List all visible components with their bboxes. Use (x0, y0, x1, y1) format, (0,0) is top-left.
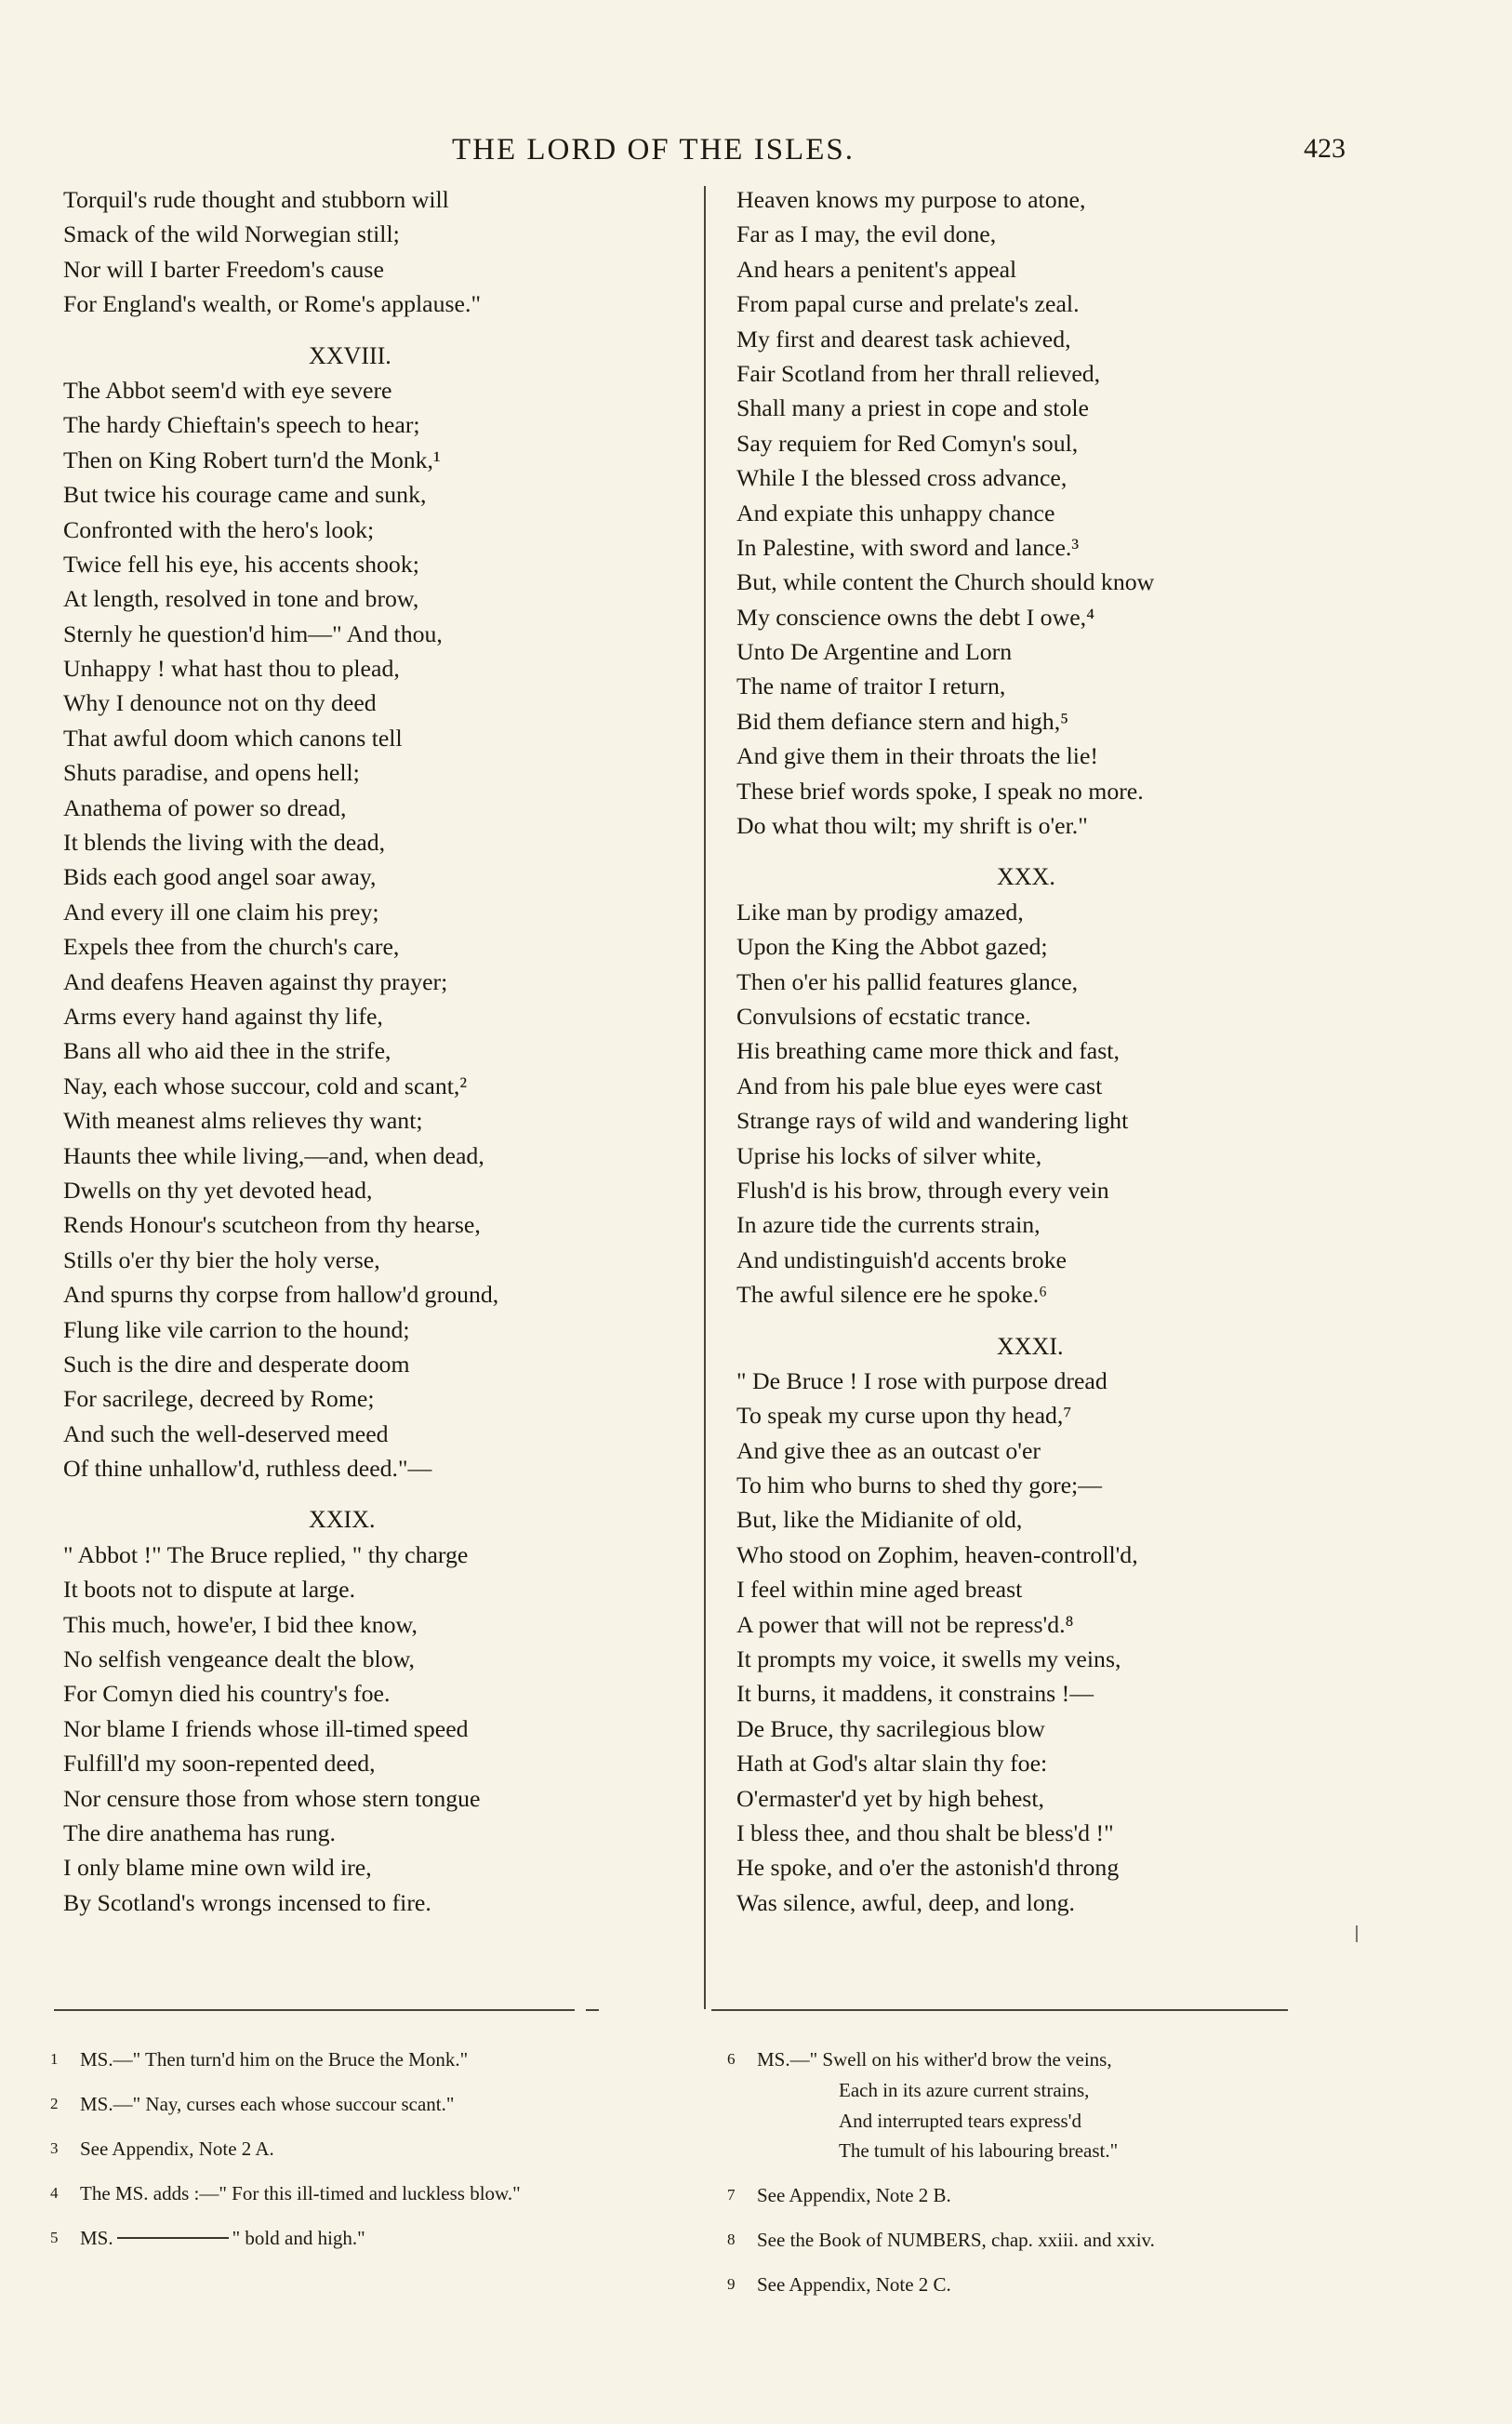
verse-line: And expiate this unhappy chance (736, 499, 1055, 526)
verse-line: Upon the King the Abbot gazed; (736, 933, 1048, 961)
footnote-number: 9 (727, 2274, 736, 2293)
footnote (50, 2178, 701, 2209)
footnote-rule-right (711, 2009, 1288, 2011)
verse-line: Heaven knows my purpose to atone, (736, 186, 1086, 213)
verse-line: My first and dearest task achieved, (736, 325, 1071, 353)
verse-line: Stills o'er thy bier the holy verse, (63, 1245, 380, 1273)
stanza-xxxi (736, 1364, 1406, 1920)
verse-line: Nor censure those from whose stern tongue (63, 1784, 481, 1812)
verse-line: For Comyn died his country's foe. (63, 1680, 391, 1708)
verse-line: And deafens Heaven against thy prayer; (63, 967, 448, 995)
footnote-number: 5 (50, 2229, 59, 2246)
verse-line: And from his pale blue eyes were cast (736, 1072, 1103, 1099)
verse-line: And spurns thy corpse from hallow'd ground, (63, 1281, 499, 1309)
verse-line: Say requiem for Red Comyn's soul, (736, 429, 1079, 457)
verse-line: The name of traitor I return, (736, 673, 1006, 700)
verse-line: He spoke, and o'er the astonish'd throng (736, 1854, 1120, 1882)
verse-line: De Bruce, thy sacrilegious blow (736, 1714, 1045, 1742)
footnote-rule-left (54, 2009, 575, 2011)
footnote (50, 2133, 701, 2164)
stanza-xxix (63, 1538, 686, 1920)
verse-line: And such the well-deserved meed (63, 1419, 389, 1447)
footnote (727, 2179, 1434, 2211)
verse-line: I feel within mine aged breast (736, 1576, 1023, 1604)
footnote-continuation: The tumult of his labouring breast." (839, 2139, 1119, 2162)
verse-line: This much, howe'er, I bid thee know, (63, 1610, 418, 1638)
footnote-text: " bold and high." (232, 2227, 365, 2249)
verse-line: Hath at God's altar slain thy foe: (736, 1750, 1048, 1778)
verse-line: It burns, it maddens, it constrains !— (736, 1680, 1094, 1708)
verse-line: Unto De Argentine and Lorn (736, 638, 1013, 666)
verse-line: Do what thou wilt; my shrift is o'er." (736, 812, 1088, 840)
verse-line: Anathema of power so dread, (63, 793, 347, 821)
verse-line: I bless thee, and thou shalt be bless'd !" (736, 1818, 1114, 1846)
left-column (63, 182, 686, 1920)
verse-line: With meanest alms relieves thy want; (63, 1107, 423, 1135)
stanza-heading-xxxi: XXXI. (997, 1332, 1064, 1360)
verse-line: Smack of the wild Norwegian still; (63, 220, 400, 248)
stanza-heading-xxix: XXIX. (309, 1506, 376, 1534)
footnote-number: 8 (727, 2230, 736, 2248)
verse-line: And hears a penitent's appeal (736, 255, 1017, 283)
verse-line: A power that will not be repress'd.⁸ (736, 1610, 1074, 1638)
verse-line: From papal curse and prelate's zeal. (736, 290, 1080, 318)
verse-line: For England's wealth, or Rome's applause." (63, 290, 481, 318)
footnote-continuation: Each in its azure current strains, (839, 2079, 1090, 2101)
verse-line: Shuts paradise, and opens hell; (63, 759, 360, 787)
verse-line: At length, resolved in tone and brow, (63, 585, 419, 613)
right-column (736, 182, 1406, 1920)
footnote (50, 2088, 701, 2120)
footnote-rule-left-end (586, 2009, 599, 2011)
footnote-number: 6 (727, 2050, 736, 2068)
verse-line: Convulsions of ecstatic trance. (736, 1002, 1031, 1030)
verse-line: Fulfill'd my soon-repented deed, (63, 1750, 376, 1778)
footnote-prefix: MS. (80, 2227, 113, 2249)
verse-line: I only blame mine own wild ire, (63, 1854, 372, 1882)
verse-line: Like man by prodigy amazed, (736, 898, 1024, 926)
margin-mark (1356, 1925, 1358, 1942)
footnote-text: MS.—" Then turn'd him on the Bruce the Monk." (80, 2048, 469, 2071)
verse-line: Strange rays of wild and wandering light (736, 1107, 1129, 1135)
footnote-number: 4 (50, 2184, 59, 2202)
verse-line: While I the blessed cross advance, (736, 464, 1068, 492)
verse-line: Then on King Robert turn'd the Monk,¹ (63, 446, 441, 473)
verse-line: Far as I may, the evil done, (736, 220, 997, 248)
verse-line: Bans all who aid thee in the strife, (63, 1037, 391, 1065)
verse-line: Bids each good angel soar away, (63, 863, 377, 891)
verse-line: Nor will I barter Freedom's cause (63, 255, 384, 283)
verse-line: Fair Scotland from her thrall relieved, (736, 359, 1101, 387)
verse-line: And undistinguish'd accents broke (736, 1245, 1067, 1273)
verse-line: Uprise his locks of silver white, (736, 1141, 1042, 1169)
verse-line: It boots not to dispute at large. (63, 1576, 356, 1604)
verse-line: Flush'd is his brow, through every vein (736, 1176, 1109, 1204)
verse-line: Sternly he question'd him—" And thou, (63, 619, 443, 647)
footnote-number: 2 (50, 2095, 59, 2112)
footnote-text: See Appendix, Note 2 B. (757, 2183, 951, 2206)
footnote (727, 2044, 1434, 2075)
verse-line: Who stood on Zophim, heaven-controll'd, (736, 1540, 1138, 1568)
stanza-heading-xxx: XXX. (997, 863, 1055, 891)
verse-line: Torquil's rude thought and stubborn will (63, 186, 449, 213)
verse-line: The awful silence ere he spoke.⁶ (736, 1281, 1048, 1309)
left-opening-lines (63, 182, 686, 322)
footnote-number: 7 (727, 2185, 736, 2204)
verse-line: To speak my curse upon thy head,⁷ (736, 1402, 1072, 1430)
verse-line: Shall many a priest in cope and stole (736, 394, 1089, 422)
footnote (727, 2269, 1434, 2300)
verse-line: Arms every hand against thy life, (63, 1002, 383, 1030)
footnote-dash (117, 2237, 229, 2239)
verse-line: And every ill one claim his prey; (63, 898, 379, 926)
stanza-xxviii (63, 373, 686, 1486)
verse-line: Bid them defiance stern and high,⁵ (736, 707, 1069, 735)
verse-line: Of thine unhallow'd, ruthless deed."— (63, 1455, 432, 1483)
page-number: 423 (1304, 133, 1346, 164)
verse-line: In Palestine, with sword and lance.³ (736, 533, 1080, 561)
verse-line: But twice his courage came and sunk, (63, 481, 427, 509)
verse-line: But, like the Midianite of old, (736, 1506, 1023, 1534)
verse-line: In azure tide the currents strain, (736, 1211, 1041, 1239)
verse-line: Unhappy ! what hast thou to plead, (63, 655, 400, 683)
verse-line: Twice fell his eye, his accents shook; (63, 550, 419, 578)
verse-line: O'ermaster'd yet by high behest, (736, 1784, 1044, 1812)
verse-line: Was silence, awful, deep, and long. (736, 1888, 1075, 1916)
footnote-text: MS.—" Swell on his wither'd brow the veins, (757, 2048, 1112, 2071)
verse-line: It prompts my voice, it swells my veins, (736, 1645, 1121, 1673)
footnote-text: The MS. adds :—" For this ill-timed and luckless blow." (80, 2182, 521, 2204)
verse-line: Rends Honour's scutcheon from thy hearse, (63, 1211, 481, 1239)
footnote-text: See Appendix, Note 2 C. (757, 2272, 951, 2296)
verse-line: Such is the dire and desperate doom (63, 1350, 410, 1378)
stanza-xxx (736, 895, 1406, 1312)
footnote (727, 2224, 1434, 2256)
verse-line: That awful doom which canons tell (63, 724, 403, 752)
footnotes-left (50, 2044, 701, 2267)
verse-line: My conscience owns the debt I owe,⁴ (736, 603, 1095, 631)
verse-line: Why I denounce not on thy deed (63, 689, 377, 717)
footnote-number: 1 (50, 2050, 59, 2068)
footnote-text: MS.—" Nay, curses each whose succour scant." (80, 2093, 455, 2115)
footnote (50, 2044, 701, 2075)
running-head (0, 133, 1512, 170)
verse-line: To him who burns to shed thy gore;— (736, 1472, 1102, 1499)
verse-line: By Scotland's wrongs incensed to fire. (63, 1888, 431, 1916)
footnote-number: 3 (50, 2139, 59, 2157)
verse-line: Nay, each whose succour, cold and scant,² (63, 1072, 468, 1099)
verse-line: It blends the living with the dead, (63, 829, 386, 857)
footnotes-right (727, 2044, 1434, 2313)
right-opening-lines (736, 182, 1406, 843)
verse-line: But, while content the Church should know (736, 568, 1155, 596)
verse-line: The dire anathema has rung. (63, 1818, 336, 1846)
verse-line: The Abbot seem'd with eye severe (63, 376, 392, 404)
verse-line: The hardy Chieftain's speech to hear; (63, 411, 420, 439)
footnote-text: See the Book of NUMBERS, chap. xxiii. and xxiv. (757, 2228, 1155, 2251)
verse-line: Confronted with the hero's look; (63, 515, 375, 543)
verse-line: No selfish vengeance dealt the blow, (63, 1645, 415, 1673)
verse-line: His breathing came more thick and fast, (736, 1037, 1120, 1065)
verse-line: These brief words spoke, I speak no more. (736, 777, 1144, 805)
running-title: THE LORD OF THE ISLES. (452, 133, 855, 166)
footnote-continuation: And interrupted tears express'd (839, 2109, 1081, 2132)
stanza-heading-xxviii: XXVIII. (309, 341, 391, 369)
verse-line: And give thee as an outcast o'er (736, 1436, 1041, 1464)
verse-line: Then o'er his pallid features glance, (736, 967, 1079, 995)
verse-line: Haunts thee while living,—and, when dead, (63, 1141, 484, 1169)
verse-line: Nor blame I friends whose ill-timed speed (63, 1714, 469, 1742)
verse-line: Flung like vile carrion to the hound; (63, 1315, 410, 1343)
column-divider (704, 186, 706, 2009)
verse-line: For sacrilege, decreed by Rome; (63, 1385, 375, 1413)
verse-line: Expels thee from the church's care, (63, 933, 400, 961)
footnote-text: See Appendix, Note 2 A. (80, 2138, 274, 2160)
verse-line: " Abbot !" The Bruce replied, " thy charge (63, 1540, 469, 1568)
verse-line: " De Bruce ! I rose with purpose dread (736, 1366, 1107, 1394)
footnote (50, 2222, 701, 2254)
verse-line: And give them in their throats the lie! (736, 742, 1099, 770)
verse-line: Dwells on thy yet devoted head, (63, 1176, 373, 1204)
